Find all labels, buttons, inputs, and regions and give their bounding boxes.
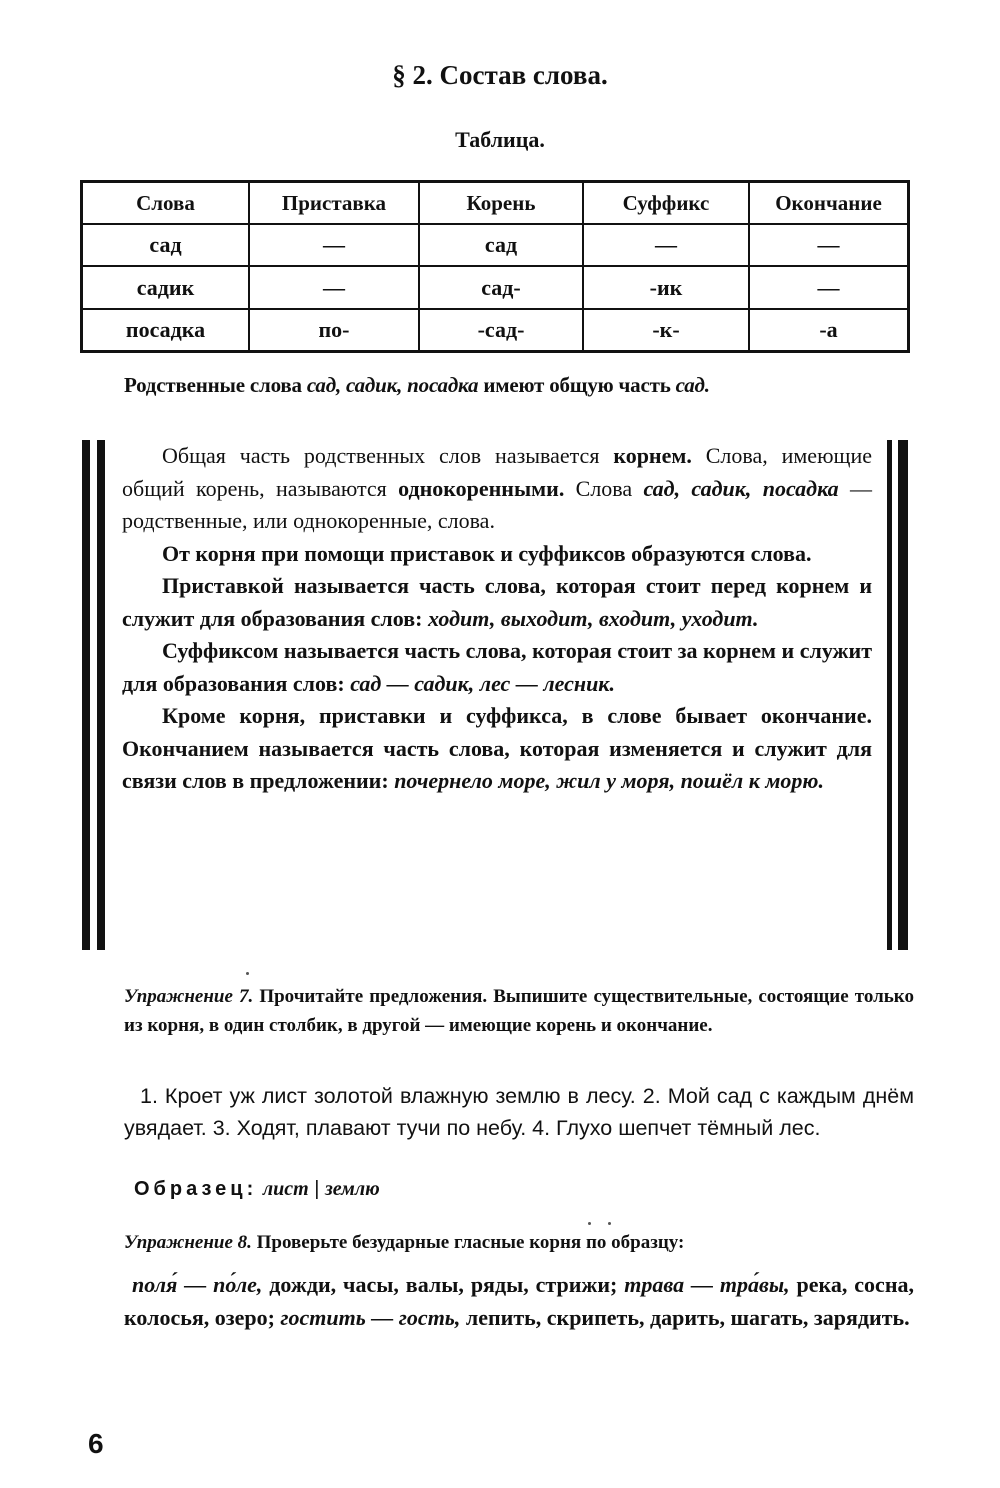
- related-words-note: [124, 373, 924, 398]
- note-root-word: сад.: [675, 373, 710, 397]
- rule-paragraph-formation: От корня при помощи приставок и суффиксов образуются слова.: [162, 540, 812, 566]
- exercise-label: Упражнение 8.: [124, 1232, 252, 1253]
- note-text: Родственные слова: [124, 373, 307, 397]
- section-title: § 2. Состав слова.: [392, 60, 608, 90]
- rule-text: [122, 440, 872, 798]
- exercise-8-paragraph: поля́ — по́ле, дожди, часы, валы, ряды, стрижи; трава — тра́вы, река, сосна, колосья, озеро; гостить — гость, лепить, скрипеть, дарить, шагать, зарядить.: [124, 1272, 914, 1330]
- rule-bar-right-inner: [887, 440, 892, 950]
- table-header: Окончание: [749, 182, 909, 225]
- sample-word: лист: [262, 1178, 309, 1200]
- table-cell: -к-: [583, 309, 749, 352]
- note-example-words: сад, садик, посадка: [306, 373, 479, 397]
- print-speck: [246, 972, 249, 975]
- table-header: Суффикс: [583, 182, 749, 225]
- print-speck: [608, 1222, 611, 1225]
- table-header: Приставка: [249, 182, 419, 225]
- table-cell: -ик: [583, 266, 749, 308]
- table-header: Корень: [419, 182, 583, 225]
- rule-bar-left-outer: [82, 440, 90, 950]
- exercise-8-task: [124, 1228, 914, 1257]
- exercise-7-task: [124, 982, 914, 1040]
- table-cell: сад: [419, 224, 583, 266]
- page-number: 6: [88, 1428, 104, 1459]
- table-cell: сад-: [419, 266, 583, 308]
- exercise-7-sentences: [124, 1080, 914, 1144]
- table-cell: посадка: [82, 309, 250, 352]
- table-cell: -сад-: [419, 309, 583, 352]
- table-title: Таблица.: [455, 127, 545, 152]
- rule-paragraph-suffix: Суффиксом называется часть слова, которая стоит за корнем и служит для образования слов: сад — садик, лес — лесник.: [122, 638, 872, 696]
- table-cell: —: [583, 224, 749, 266]
- rule-bar-right-outer: [898, 440, 908, 950]
- rule-box: [82, 440, 912, 950]
- table-header-row: [82, 182, 909, 225]
- exercise-7-sample: Образец: лист | землю: [134, 1178, 380, 1200]
- word-structure-table: [80, 180, 910, 353]
- exercise-instruction: Проверьте безударные гласные корня по образцу:: [251, 1232, 685, 1253]
- exercise-label: Упражнение 7.: [124, 986, 254, 1007]
- table-cell: —: [749, 266, 909, 308]
- rule-paragraph-prefix: Приставкой называется часть слова, которая стоит перед корнем и служит для образования слов: ходит, выходит, входит, уходит.: [122, 573, 872, 631]
- table-row: [82, 309, 909, 352]
- table-cell: -а: [749, 309, 909, 352]
- rule-paragraph-root: Общая часть родственных слов называется корнем. Слова, имеющие общий корень, называются однокоренными. Слова сад, садик, посадка — родственные, или однокоренные, слова.: [122, 443, 873, 533]
- table-cell: —: [749, 224, 909, 266]
- table-row: [82, 266, 909, 308]
- table-row: [82, 224, 909, 266]
- rule-bar-left-inner: [97, 440, 105, 950]
- rule-paragraph-ending: Кроме корня, приставки и суффикса, в слове бывает окончание. Окончанием называется часть слова, которая изменяется и служит для связи слов в предложении: почернело море, жил у моря, пошёл к морю.: [122, 703, 872, 793]
- table-cell: садик: [82, 266, 250, 308]
- table-cell: —: [249, 266, 419, 308]
- table-cell: —: [249, 224, 419, 266]
- table-header: Слова: [82, 182, 250, 225]
- table-cell: сад: [82, 224, 250, 266]
- print-speck: [588, 1222, 591, 1225]
- exercise-8-words: [124, 1268, 914, 1334]
- table-cell: по-: [249, 309, 419, 352]
- sample-label: Образец:: [134, 1178, 258, 1200]
- sample-word: землю: [324, 1178, 380, 1200]
- exercise-instruction: Прочитайте предложения. Выпишите существительные, состоящие только из корня, в один столбик, в другой — имеющие корень и окончание.: [124, 986, 914, 1036]
- note-text: имеют общую часть: [478, 373, 676, 397]
- exercise-sentences-text: 1. Кроет уж лист золотой влажную землю в лесу. 2. Мой сад с каждым днём увядает. 3. Ходят, плавают тучи по небу. 4. Глухо шепчет тёмный лес.: [124, 1084, 914, 1140]
